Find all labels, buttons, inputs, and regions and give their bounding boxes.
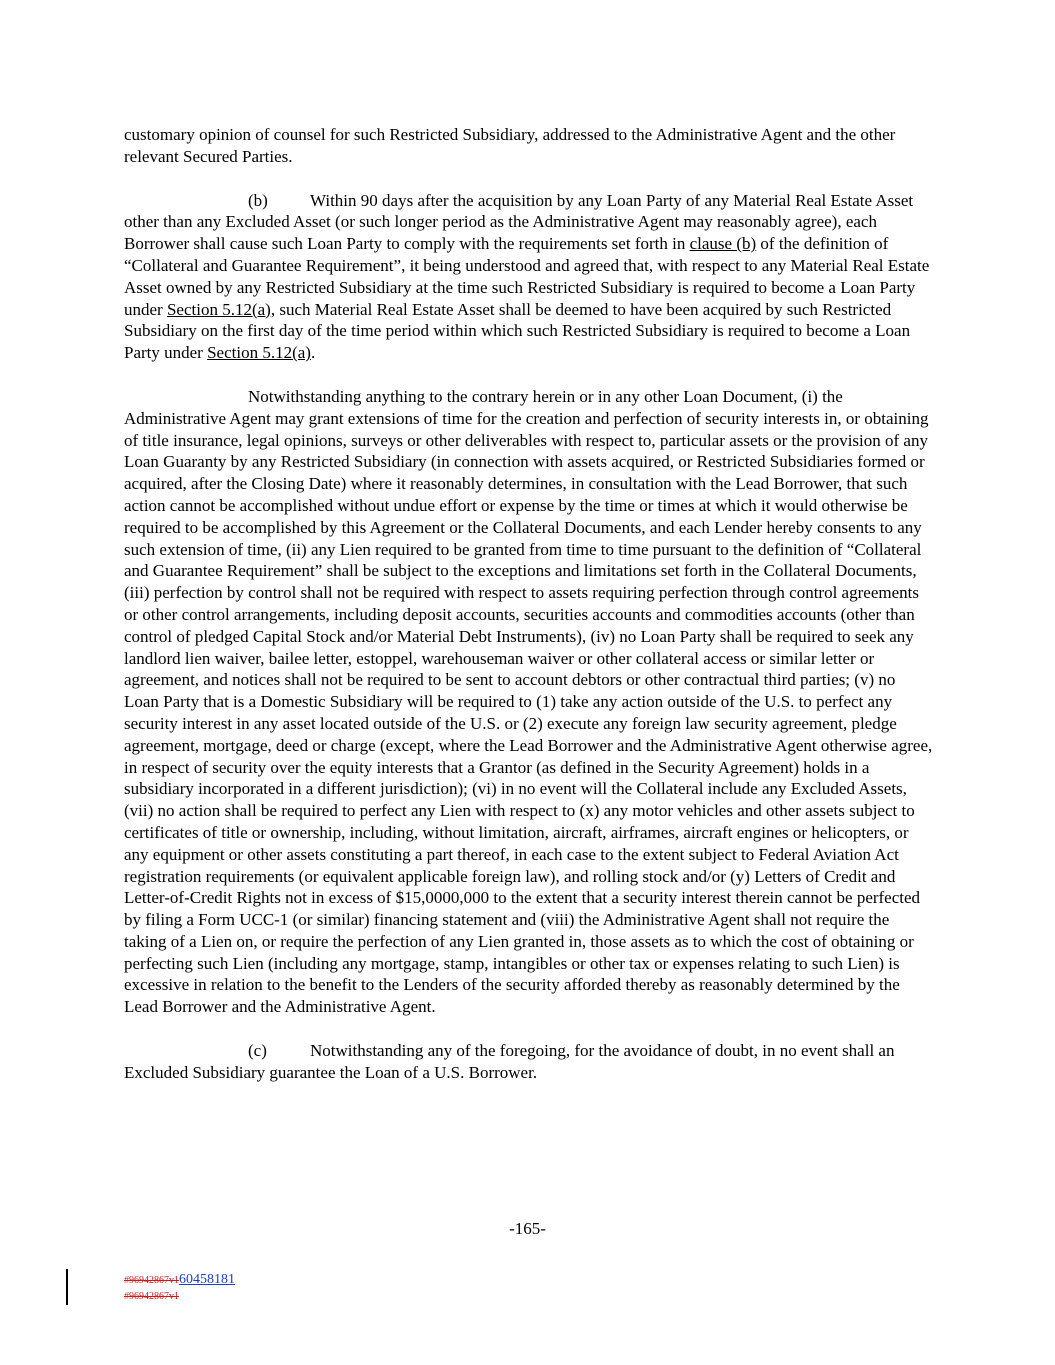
paragraph-b-text-1: Within 90 days after the acquisition by any Loan Party of any Material Real Estate Asset other than any Excluded Asset (or such longer period as the Administrative Agent may reasonably agree), each Borrower shall cause such Loan Party to comply with the requirements set forth in: [124, 190, 914, 254]
change-bar: [66, 1269, 68, 1305]
page-number: -165-: [509, 1219, 546, 1238]
paragraph-c: [124, 1040, 934, 1084]
paragraph-notwithstanding: Notwithstanding anything to the contrary herein or in any other Loan Document, (i) the Administrative Agent may grant extensions of time for the creation and perfection of security interests in, or obtaining of title insurance, legal opinions, surveys or other deliverables with respect to, particular assets or the provision of any Loan Guaranty by any Restricted Subsidiary (in connection with assets acquired, or Restricted Subsidiaries formed or acquired, after the Closing Date) where it reasonably determines, in consultation with the Lead Borrower, that such action cannot be accomplished without undue effort or expense by the time or times at which it would otherwise be required to be accomplished by this Agreement or the Collateral Documents, and each Lender hereby consents to any such extension of time, (ii) any Lien required to be granted from time to time pursuant to the definition of “Collateral and Guarantee Requirement” shall be subject to the exceptions and limitations set forth in the Collateral Documents, (iii) perfection by control shall not be required with respect to assets requiring perfection through control agreements or other control arrangements, including deposit accounts, securities accounts and commodities accounts (other than control of pledged Capital Stock and/or Material Debt Instruments), (iv) no Loan Party shall be required to seek any landlord lien waiver, bailee letter, estoppel, warehouseman waiver or other collateral access or similar letter or agreement, and notices shall not be required to be sent to account debtors or other contractual third parties; (v) no Loan Party that is a Domestic Subsidiary will be required to (1) take any action outside of the U.S. to perfect any security interest in any asset located outside of the U.S. or (2) execute any foreign law security agreement, pledge agreement, mortgage, deed or charge (except, where the Lead Borrower and the Administrative Agent otherwise agree, in respect of security over the equity interests that a Grantor (as defined in the Security Agreement) holds in a subsidiary incorporated in a different jurisdiction); (vi) in no event will the Collateral include any Excluded Assets, (vii) no action shall be required to perfect any Lien with respect to (x) any motor vehicles and other assets subject to certificates of title or ownership, including, without limitation, aircraft, airframes, aircraft engines or helicopters, or any equipment or other assets constituting a part thereof, in each case to the extent subject to Federal Aviation Act registration requirements (or equivalent applicable foreign law), and rolling stock and/or (y) Letters of Credit and Letter-of-Credit Rights not in excess of $15,0000,000 to the extent that a security interest therein cannot be perfected by filing a Form UCC-1 (or similar) financing statement and (viii) the Administrative Agent shall not require the taking of a Lien on, or require the perfection of any Lien granted in, those assets as to which the cost of obtaining or perfecting such Lien (including any mortgage, stamp, intangibles or other tax or expenses relating to such Lien) is excessive in relation to the benefit to the Lenders of the security afforded thereby as reasonably determined by the Lead Borrower and the Administrative Agent.: [124, 386, 933, 1017]
deleted-doc-id-2: #96942867v1: [124, 1291, 179, 1302]
paragraph-c-text: Notwithstanding any of the foregoing, for the avoidance of doubt, in no event shall an Excluded Subsidiary guarantee the Loan of a U.S. Borrower.: [124, 1041, 895, 1082]
paragraph-a-continuation: customary opinion of counsel for such Restricted Subsidiary, addressed to the Administrative Agent and the other relevant Secured Parties.: [124, 125, 896, 166]
deleted-doc-id: #96942867v1: [124, 1275, 179, 1286]
section-5-12a-link-2: Section 5.12(a): [207, 343, 311, 363]
paragraph-b-text-2: of the definition of “Collateral and Guarantee Requirement”, it being understood and agreed that, with respect to any Material Real Estate Asset owned by any Restricted Subsidiary at the time such Restricted Subsidiary is required to become a Loan Party under: [124, 234, 930, 319]
paragraph-b: [124, 190, 934, 364]
paragraph-b-label: (b): [248, 190, 268, 210]
document-body: [124, 124, 934, 1084]
clause-b-link: clause (b): [689, 234, 757, 254]
paragraph-b-text-3: , such Material Real Estate Asset shall be deemed to have been acquired by such Restricted Subsidiary on the first day of the time period within which such Restricted Subsidiary is required to become a Loan Party under: [124, 299, 911, 363]
paragraph-c-label: (c): [248, 1041, 267, 1061]
paragraph-b-text-4: .: [310, 343, 316, 363]
inserted-doc-id: 60458181: [179, 1272, 235, 1287]
document-id-footer: [124, 1272, 235, 1305]
section-5-12a-link-1: Section 5.12(a): [166, 299, 271, 319]
